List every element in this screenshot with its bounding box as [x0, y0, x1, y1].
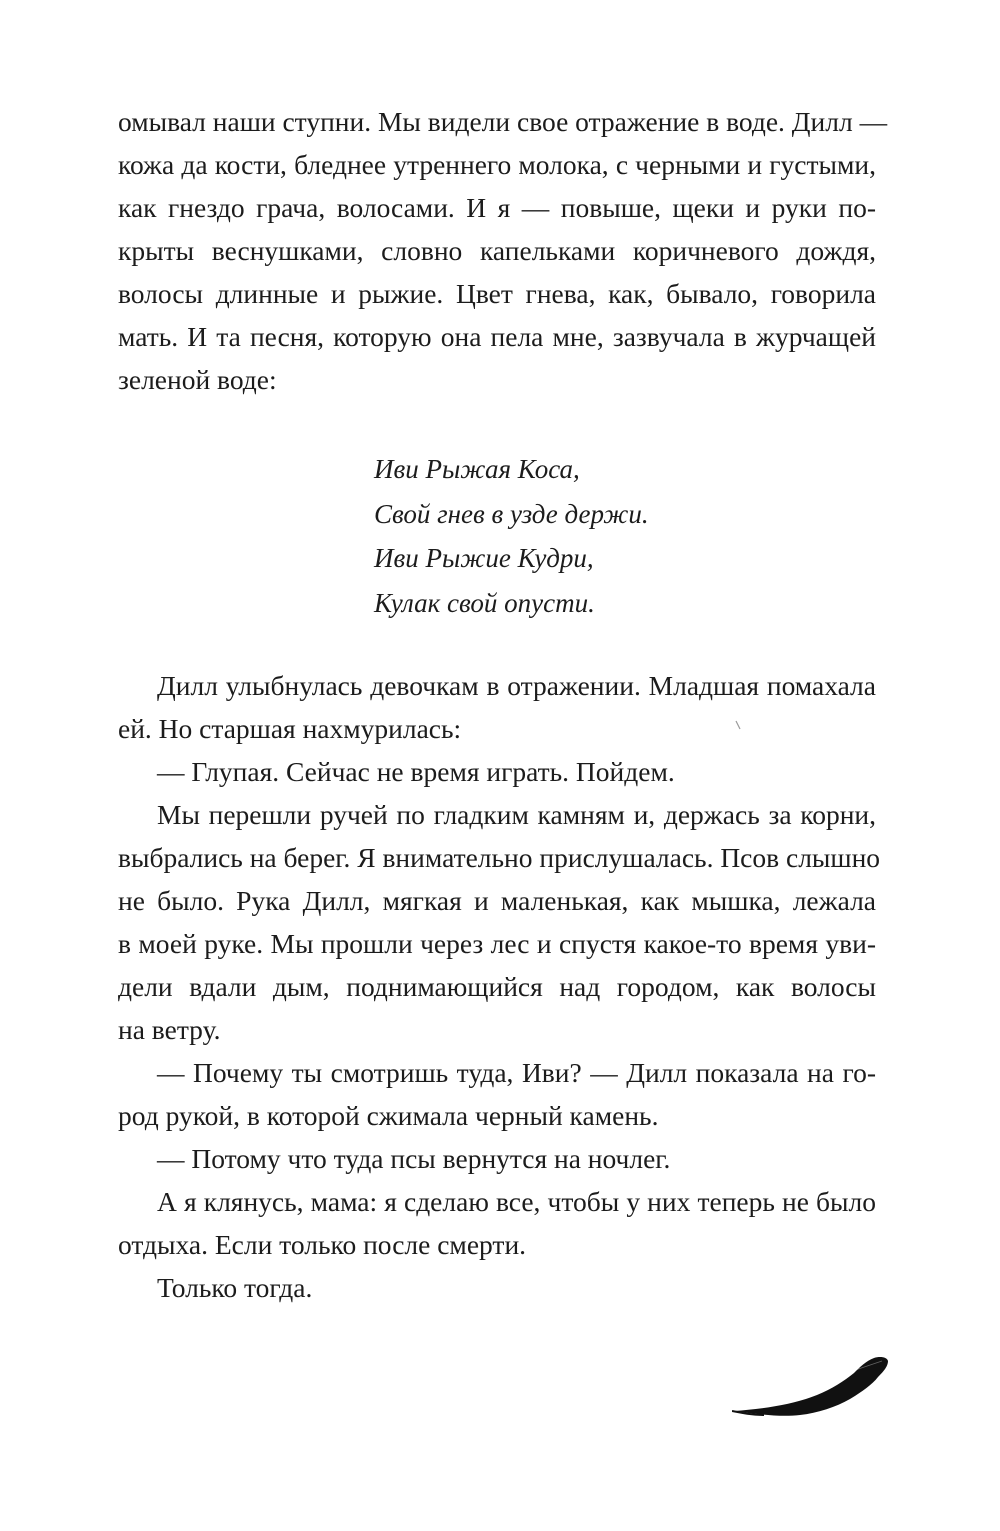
text-block-bottom — [118, 664, 881, 1309]
text-line: омывал наши ступни. Мы видели свое отражение в воде. Дилл — — [118, 106, 888, 137]
feather-icon — [732, 1355, 890, 1425]
text-line: Дилл улыбнулась девочкам в отражении. Младшая помахала — [157, 670, 876, 701]
dialogue-line: — Глупая. Сейчас не время играть. Пойдем. — [157, 756, 675, 787]
poem-line: Иви Рыжие Кудри, — [374, 543, 594, 573]
text-line: не было. Рука Дилл, мягкая и маленькая, как мышка, лежала — [118, 885, 876, 916]
text-line: зеленой воде: — [118, 364, 277, 395]
text-line: ей. Но старшая нахмурилась: — [118, 713, 462, 744]
poem-stanza — [374, 447, 649, 625]
text-line: А я клянусь, мама: я сделаю все, чтобы у них теперь не было — [157, 1186, 876, 1217]
text-line: мать. И та песня, которую она пела мне, зазвучала в журчащей — [118, 321, 876, 352]
text-block-top — [118, 100, 888, 401]
text-line: дели вдали дым, поднимающийся над городом, как волосы — [118, 971, 876, 1002]
text-line: в моей руке. Мы прошли через лес и спустя какое-то время уви- — [118, 928, 876, 959]
text-line: на ветру. — [118, 1014, 221, 1045]
text-line: выбрались на берег. Я внимательно прислушалась. Псов слышно — [118, 842, 881, 873]
text-line: как гнездо грача, волосами. И я — повыше, щеки и руки по- — [118, 192, 876, 223]
poem-line: Иви Рыжая Коса, — [374, 454, 580, 484]
text-line: волосы длинные и рыжие. Цвет гнева, как, бывало, говорила — [118, 278, 876, 309]
text-line: Только тогда. — [157, 1272, 313, 1303]
dialogue-line: — Почему ты смотришь туда, Иви? — Дилл показала на го- — [157, 1057, 876, 1088]
text-line: Мы перешли ручей по гладким камням и, держась за корни, — [157, 799, 876, 830]
text-line: крыты веснушками, словно капельками коричневого дождя, — [118, 235, 876, 266]
dialogue-line: — Потому что туда псы вернутся на ночлег. — [157, 1143, 671, 1174]
ink-speck — [735, 720, 741, 730]
text-line: кожа да кости, бледнее утреннего молока, с черными и густыми, — [118, 149, 876, 180]
text-line: отдыха. Если только после смерти. — [118, 1229, 527, 1260]
dialogue-line: род рукой, в которой сжимала черный камень. — [118, 1100, 659, 1131]
poem-line: Кулак свой опусти. — [374, 587, 595, 618]
poem-line: Свой гнев в узде держи. — [374, 498, 649, 529]
